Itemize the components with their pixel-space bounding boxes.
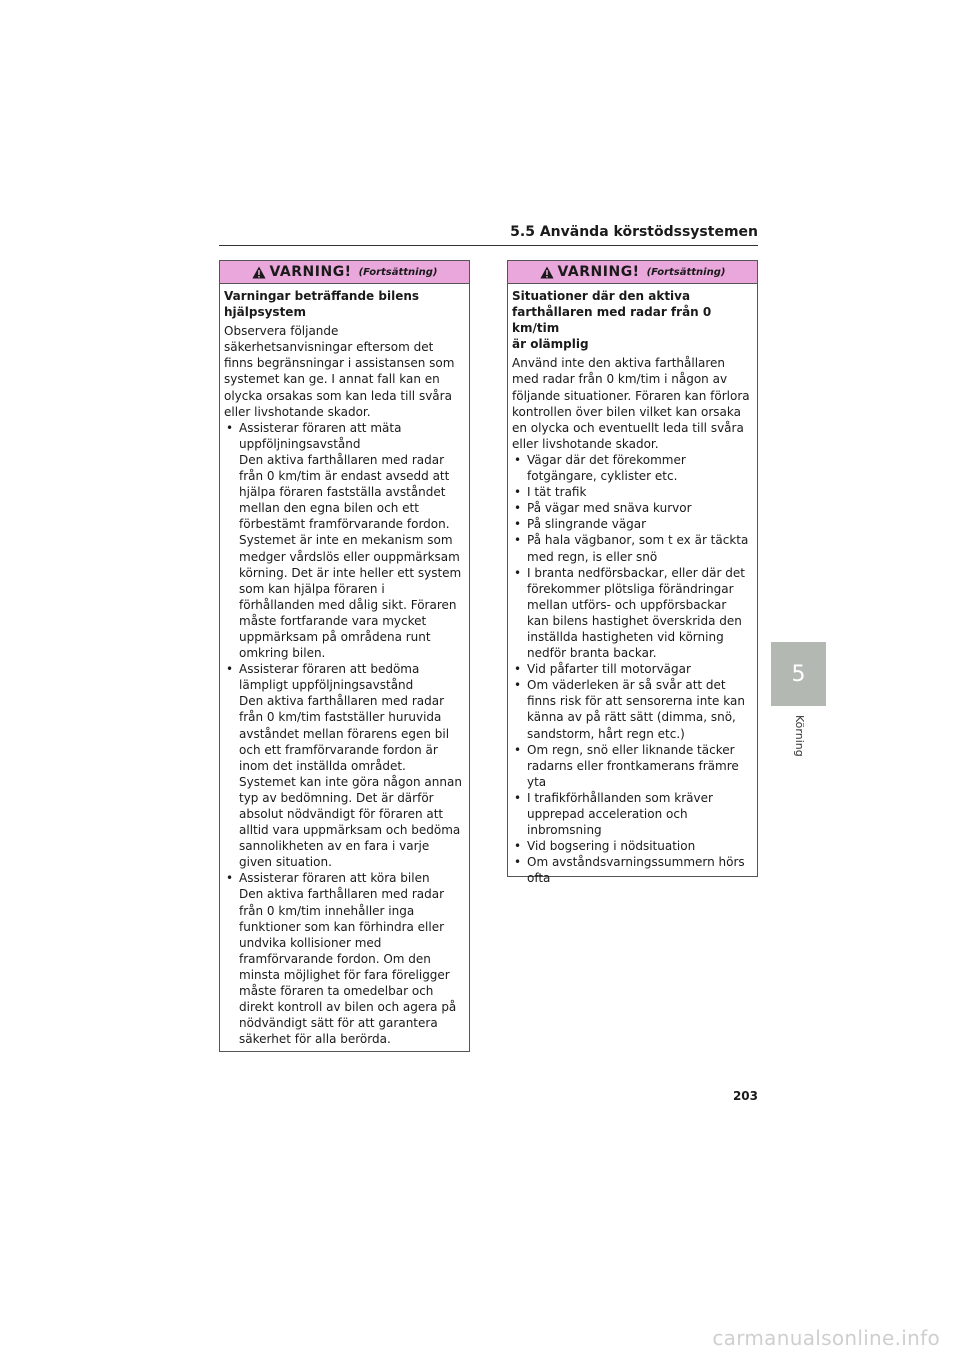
warning-intro: Använd inte den aktiva farthållaren med radar från 0 km/tim i någon av följande situationer. Föraren kan förlora kontrollen över bilen vilket kan orsaka en olycka och eventuellt leda till svåra eller livshotande skador. bbox=[512, 356, 750, 451]
warning-body bbox=[508, 284, 757, 886]
warning-heading bbox=[512, 288, 751, 352]
list-item: • På vägar med snäva kurvor bbox=[512, 500, 751, 516]
list-item bbox=[224, 420, 463, 661]
warning-triangle-icon bbox=[540, 266, 554, 279]
bullet-text: Den aktiva farthållaren med radar från 0 km/tim är endast avsedd att hjälpa föraren fastställa avståndet mellan den egna bilen och ett förbestämt framförvarande fordon. Systemet är inte en mekanism som medger vårdslös eller ouppmärksam körning. Det är inte heller ett system som kan hjälpa föraren i förhållanden med dålig sikt. Föraren måste fortfarande vara mycket uppmärksam på områdena runt omkring bilen. bbox=[239, 452, 462, 661]
bullet-text: Den aktiva farthållaren med radar från 0 km/tim fastställer huruvida avståndet mellan förarens egen bil och ett framförvarande fordon är inom det inställda området. Systemet kan inte göra någon annan typ av bedömning. Det är därför absolut nödvändigt för föraren att alltid vara uppmärksam och bedöma sannolikheten av en fara i varje given situation. bbox=[239, 694, 462, 870]
chapter-tab: 5 bbox=[771, 642, 826, 706]
bullet-text: Den aktiva farthållaren med radar från 0 km/tim innehåller inga funktioner som kan förhindra eller undvika kollisioner med framförvarande fordon. Om den minsta möjlighet för fara föreligger måste föraren ta omedelbar och direkt kontroll av bilen och agera på nödvändigt sätt för att garantera säkerhet för alla berörda. bbox=[239, 887, 457, 1047]
warning-intro: Observera följande säkerhetsanvisningar eftersom det finns begränsningar i assistansen som systemet kan ge. I annat fall kan en olycka orsakas som kan leda till svåra eller livshotande skador. bbox=[224, 324, 455, 419]
bullet-list bbox=[224, 420, 463, 1048]
list-item: • I tät trafik bbox=[512, 484, 751, 500]
warning-box-left bbox=[219, 260, 470, 1052]
warning-title: VARNING! bbox=[269, 264, 352, 280]
warning-title: VARNING! bbox=[557, 264, 640, 280]
list-item: • Om väderleken är så svår att det finns risk för att sensorerna inte kan känna av på rätt sätt (dimma, snö, sandstorm, hårt regn etc.) bbox=[512, 677, 751, 741]
list-item: • I branta nedförsbackar, eller där det förekommer plötsliga förändringar mellan utförs- och uppförsbackar kan bilens hastighet överskrida den inställda hastigheten vid körning nedför branta backar. bbox=[512, 565, 751, 662]
heading-line: farthållaren med radar från 0 km/tim bbox=[512, 305, 712, 336]
bullet-title: Assisterar föraren att köra bilen bbox=[239, 871, 430, 886]
list-item: • Vid påfarter till motorvägar bbox=[512, 661, 751, 677]
warning-triangle-icon bbox=[252, 266, 266, 279]
heading-line: hjälpsystem bbox=[224, 305, 306, 320]
list-item bbox=[224, 870, 463, 1047]
heading-line: är olämplig bbox=[512, 337, 589, 352]
warning-heading bbox=[224, 288, 463, 320]
warning-header bbox=[508, 261, 757, 284]
watermark: carmanualsonline.info bbox=[712, 1326, 940, 1350]
list-item: • På slingrande vägar bbox=[512, 516, 751, 532]
warning-body bbox=[220, 284, 469, 1047]
list-item: • I trafikförhållanden som kräver upprepad acceleration och inbromsning bbox=[512, 790, 751, 838]
heading-line: Varningar beträffande bilens bbox=[224, 289, 420, 303]
bullet-list bbox=[512, 452, 751, 887]
warning-box-right bbox=[507, 260, 758, 886]
list-item: • Om regn, snö eller liknande täcker radarns eller frontkamerans främre yta bbox=[512, 742, 751, 790]
page-number: 203 bbox=[732, 1089, 758, 1103]
warning-subtitle: (Fortsättning) bbox=[358, 266, 438, 278]
bullet-title: Assisterar föraren att bedöma lämpligt uppföljningsavstånd bbox=[239, 662, 420, 693]
warning-subtitle: (Fortsättning) bbox=[646, 266, 726, 278]
bullet-title: Assisterar föraren att mäta uppföljningsavstånd bbox=[239, 420, 402, 451]
list-item: • Vägar där det förekommer fotgängare, cyklister etc. bbox=[512, 452, 751, 484]
warning-header bbox=[220, 261, 469, 284]
chapter-label: Körning bbox=[793, 715, 806, 757]
list-item: • Om avståndsvarningssummern hörs ofta bbox=[512, 854, 751, 886]
list-item bbox=[224, 661, 463, 870]
list-item: • Vid bogsering i nödsituation bbox=[512, 838, 751, 854]
list-item: • På hala vägbanor, som t ex är täckta med regn, is eller snö bbox=[512, 532, 751, 564]
section-header: 5.5 Använda körstödssystemen bbox=[219, 224, 758, 246]
heading-line: Situationer där den aktiva bbox=[512, 289, 691, 303]
